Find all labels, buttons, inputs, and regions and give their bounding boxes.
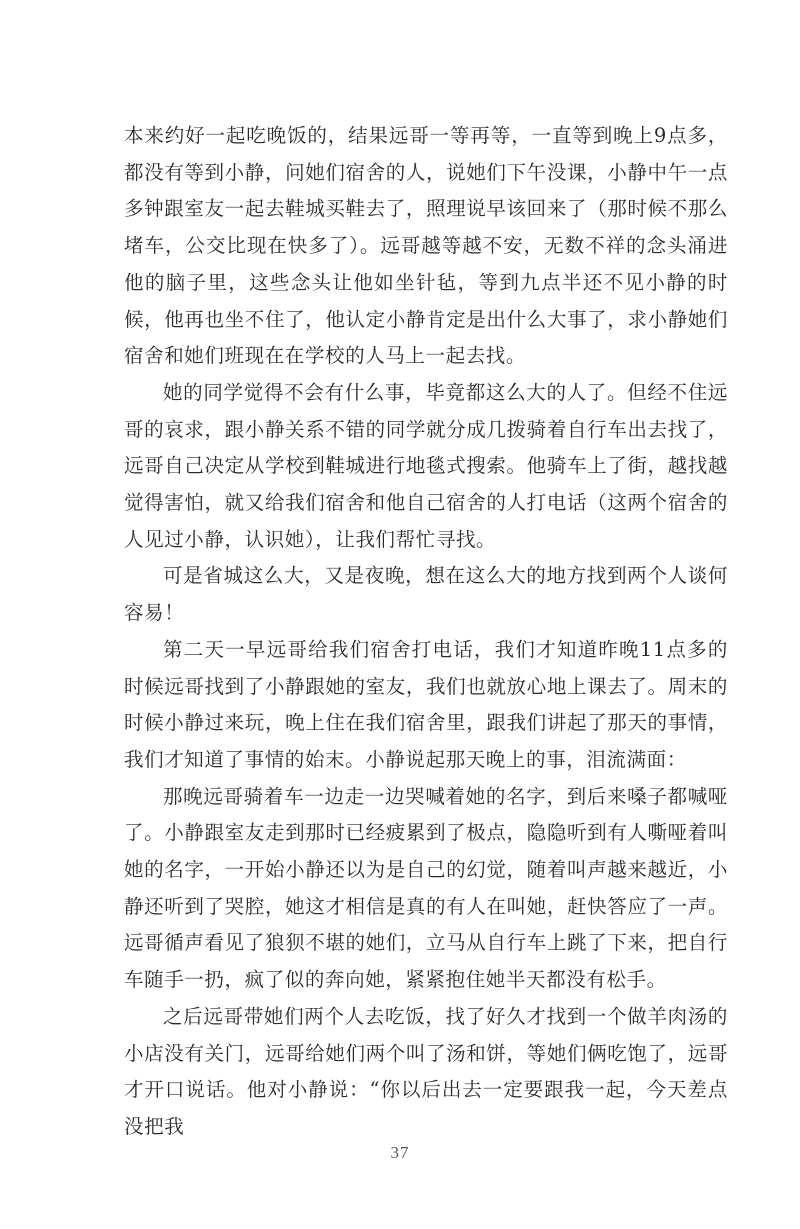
paragraph: 她的同学觉得不会有什么事，毕竟都这么大的人了。但经不住远哥的哀求，跟小静关系不错的同学就分成几拨骑着自行车出去找了，远哥自己决定从学校到鞋城进行地毯式搜索。他骑车上了街，越找越觉得害怕，就又给我们宿舍和他自己宿舍的人打电话（这两个宿舍的人见过小静，认识她），让我们帮忙寻找。 xyxy=(124,380,728,551)
paragraph: 本来约好一起吃晚饭的，结果远哥一等再等，一直等到晚上9点多，都没有等到小静，问她们宿舍的人，说她们下午没课，小静中午一点多钟跟室友一起去鞋城买鞋去了，照理说早该回来了（那时候不那么堵车，公交比现在快多了）。远哥越等越不安，无数不祥的念头涌进他的脑子里，这些念头让他如坐针毡，等到九点半还不见小静的时候，他再也坐不住了，他认定小静肯定是出什么大事了，求小静她们宿舍和她们班现在在学校的人马上一起去找。 xyxy=(124,124,728,368)
paragraph: 可是省城这么大，又是夜晚，想在这么大的地方找到两个人谈何容易！ xyxy=(124,564,728,625)
paragraph: 那晚远哥骑着车一边走一边哭喊着她的名字，到后来嗓子都喊哑了。小静跟室友走到那时已经疲累到了极点，隐隐听到有人嘶哑着叫她的名字，一开始小静还以为是自己的幻觉，随着叫声越来越近，小静还听到了哭腔，她这才相信是真的有人在叫她，赶快答应了一声。远哥循声看见了狼狈不堪的她们，立马从自行车上跳了下来，把自行车随手一扔，疯了似的奔向她，紧紧抱住她半天都没有松手。 xyxy=(124,784,728,992)
paragraph: 第二天一早远哥给我们宿舍打电话，我们才知道昨晚11点多的时候远哥找到了小静跟她的室友，我们也就放心地上课去了。周末的时候小静过来玩，晚上住在我们宿舍里，跟我们讲起了那天的事情，我们才知道了事情的始末。小静说起那天晚上的事，泪流满面： xyxy=(124,637,728,771)
body-text xyxy=(124,118,728,1146)
page-number: 37 xyxy=(390,1143,410,1162)
paragraph: 之后远哥带她们两个人去吃饭，找了好久才找到一个做羊肉汤的小店没有关门，远哥给她们两个叫了汤和饼，等她们俩吃饱了，远哥才开口说话。他对小静说：“你以后出去一定要跟我一起，今天差点没把我 xyxy=(124,1004,728,1138)
